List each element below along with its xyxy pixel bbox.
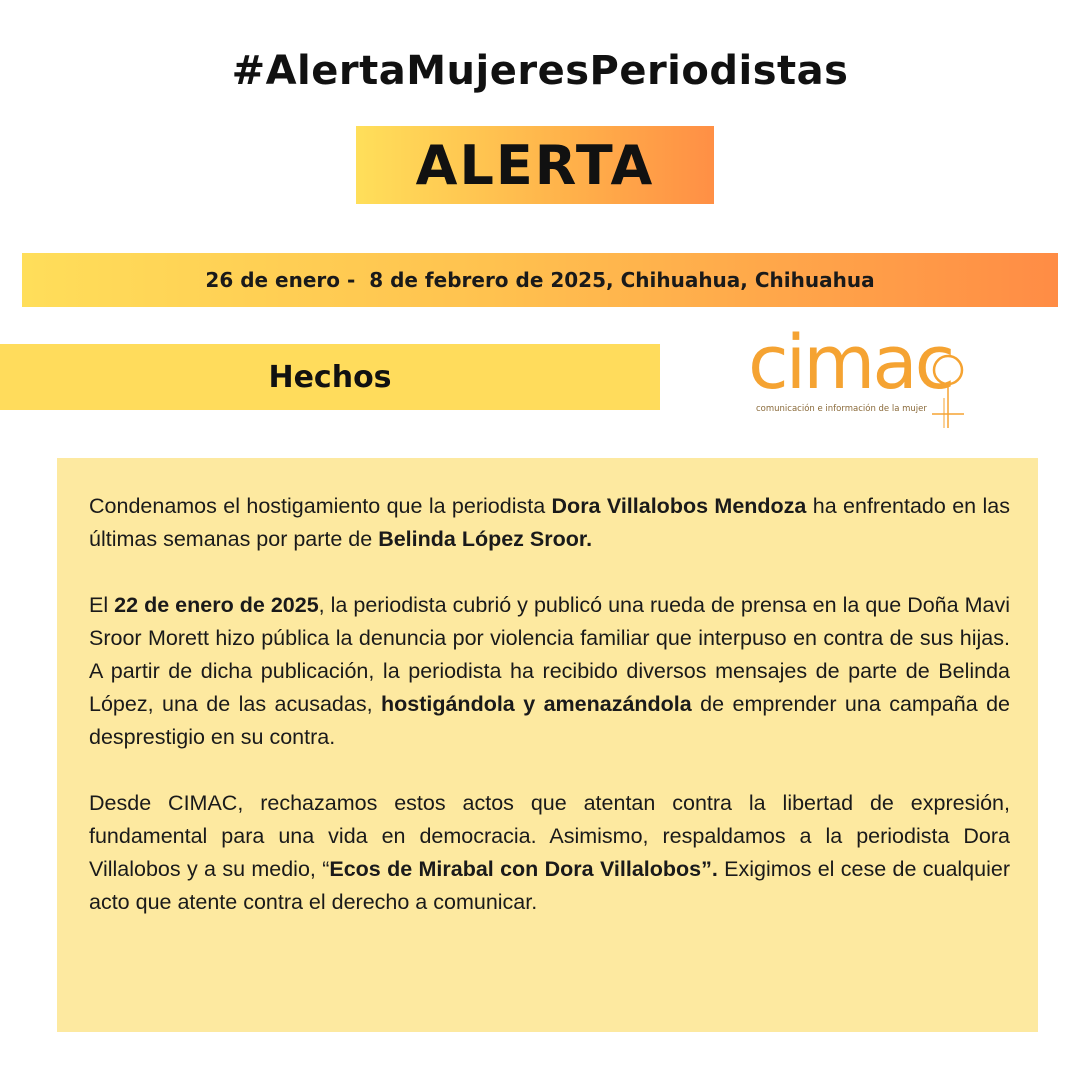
logo-wordmark: cimac: [748, 320, 953, 406]
section-title: Hechos: [268, 359, 392, 395]
hashtag-heading: #AlertaMujeresPeriodistas: [231, 48, 849, 94]
logo-tagline: comunicación e información de la mujer: [756, 404, 927, 414]
cimac-logo: [748, 318, 978, 434]
date-location-text: 26 de enero - 8 de febrero de 2025, Chihuahua, Chihuahua: [205, 268, 875, 292]
paragraph-3: Desde CIMAC, rechazamos estos actos que atentan contra la libertad de expresión, fundamental para una vida en democracia. Asimismo, respaldamos a la periodista Dora Villalobos y a su medio, “Ecos de Mirabal con Dora Villalobos”. Exigimos el cese de cualquier acto que atente contra el derecho a comunicar.: [89, 791, 1010, 914]
facts-text: [89, 490, 1010, 952]
facts-panel: [57, 458, 1038, 1032]
paragraph-2: El 22 de enero de 2025, la periodista cubrió y publicó una rueda de prensa en la que Doña Mavi Sroor Morett hizo pública la denuncia por violencia familiar que interpuso en contra de sus hijas. A partir de dicha publicación, la periodista ha recibido diversos mensajes de parte de Belinda López, una de las acusadas, hostigándola y amenazándola de emprender una campaña de desprestigio en su contra.: [89, 593, 1010, 749]
alert-banner: [356, 126, 714, 204]
paragraph-1: Condenamos el hostigamiento que la periodista Dora Villalobos Mendoza ha enfrentado en las últimas semanas por parte de Belinda López Sroor.: [89, 494, 1010, 551]
section-title-bar: [0, 344, 660, 410]
alert-label: ALERTA: [415, 133, 655, 197]
date-location-bar: [22, 253, 1058, 307]
venus-symbol-icon: [748, 318, 978, 434]
